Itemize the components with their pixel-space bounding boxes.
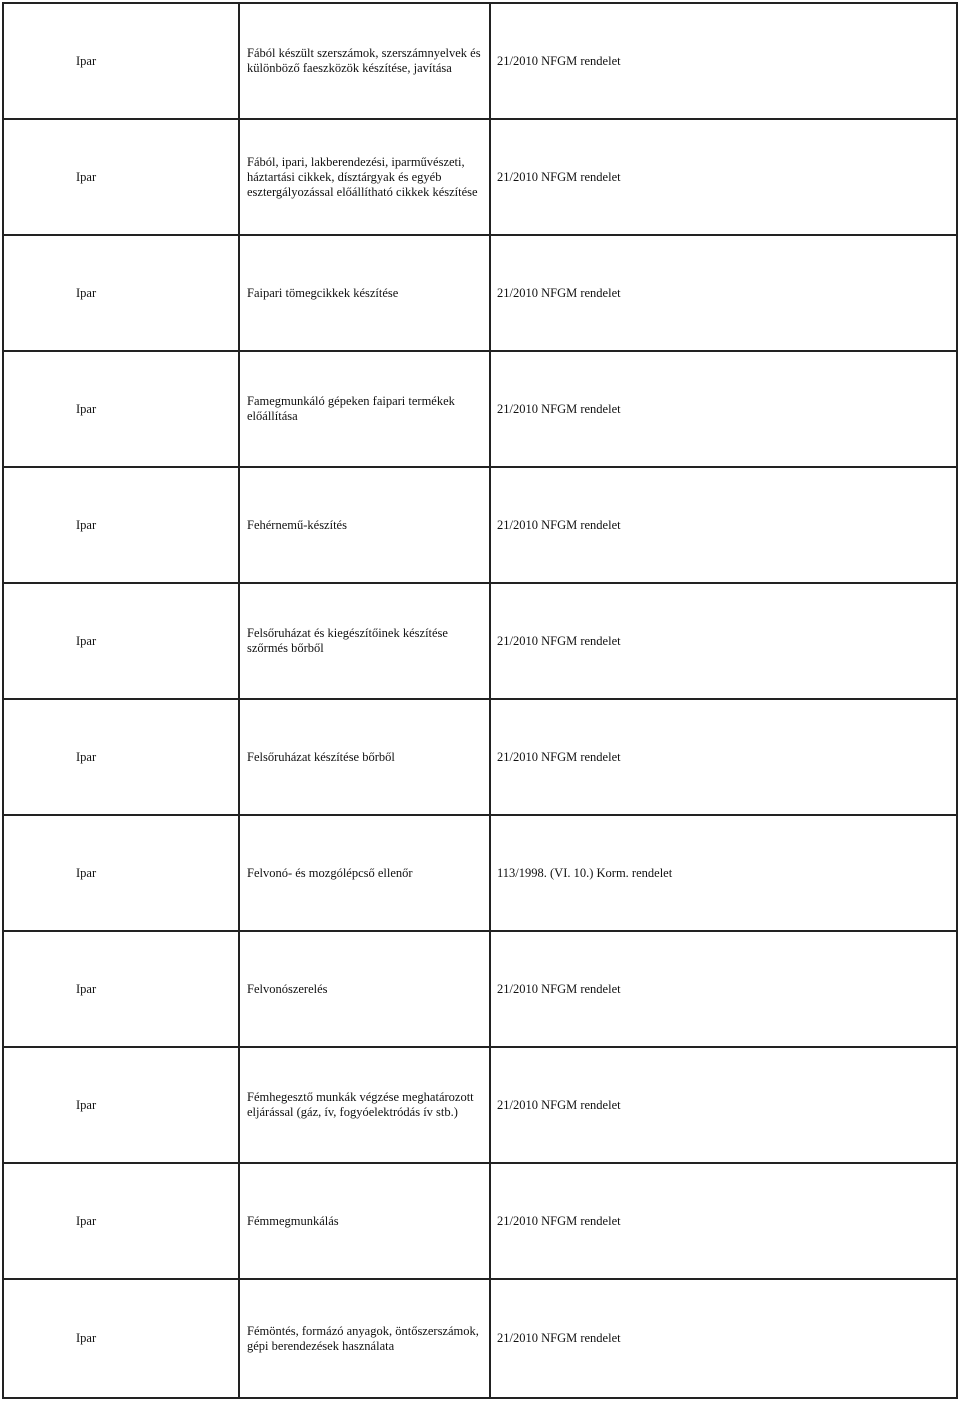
activity-cell: Fehérnemű-készítés xyxy=(239,467,490,583)
regulation-cell: 21/2010 NFGM rendelet xyxy=(490,351,957,467)
regulation-cell: 21/2010 NFGM rendelet xyxy=(490,699,957,815)
table-row xyxy=(3,235,957,351)
regulation-cell: 21/2010 NFGM rendelet xyxy=(490,931,957,1047)
table-row xyxy=(3,351,957,467)
table-row xyxy=(3,467,957,583)
regulation-cell: 21/2010 NFGM rendelet xyxy=(490,1163,957,1279)
table-row xyxy=(3,931,957,1047)
table-row xyxy=(3,699,957,815)
sector-cell: Ipar xyxy=(3,351,239,467)
regulation-cell: 21/2010 NFGM rendelet xyxy=(490,1047,957,1163)
sector-cell: Ipar xyxy=(3,1047,239,1163)
table-row xyxy=(3,3,957,119)
activity-cell: Felsőruházat és kiegészítőinek készítése szőrmés bőrből xyxy=(239,583,490,699)
regulation-cell: 21/2010 NFGM rendelet xyxy=(490,467,957,583)
table-row xyxy=(3,815,957,931)
sector-cell: Ipar xyxy=(3,119,239,235)
activity-cell: Felvonószerelés xyxy=(239,931,490,1047)
regulation-cell: 113/1998. (VI. 10.) Korm. rendelet xyxy=(490,815,957,931)
sector-cell: Ipar xyxy=(3,467,239,583)
sector-cell: Ipar xyxy=(3,3,239,119)
activity-cell: Fémöntés, formázó anyagok, öntőszerszámok, gépi berendezések használata xyxy=(239,1279,490,1398)
regulation-cell: 21/2010 NFGM rendelet xyxy=(490,119,957,235)
regulation-cell: 21/2010 NFGM rendelet xyxy=(490,1279,957,1398)
activity-cell: Felsőruházat készítése bőrből xyxy=(239,699,490,815)
regulation-cell: 21/2010 NFGM rendelet xyxy=(490,583,957,699)
sector-cell: Ipar xyxy=(3,699,239,815)
activity-cell: Fából készült szerszámok, szerszámnyelvek és különböző faeszközök készítése, javítása xyxy=(239,3,490,119)
regulation-cell: 21/2010 NFGM rendelet xyxy=(490,235,957,351)
table-row xyxy=(3,583,957,699)
sector-cell: Ipar xyxy=(3,1163,239,1279)
table-row xyxy=(3,1279,957,1398)
activity-cell: Fémhegesztő munkák végzése meghatározott eljárással (gáz, ív, fogyóelektródás ív stb.) xyxy=(239,1047,490,1163)
table-row xyxy=(3,119,957,235)
activity-cell: Famegmunkáló gépeken faipari termékek előállítása xyxy=(239,351,490,467)
sector-cell: Ipar xyxy=(3,235,239,351)
activity-cell: Felvonó- és mozgólépcső ellenőr xyxy=(239,815,490,931)
table-row xyxy=(3,1047,957,1163)
activity-cell: Fából, ipari, lakberendezési, iparművészeti, háztartási cikkek, dísztárgyak és egyéb esztergályozással előállítható cikkek készítése xyxy=(239,119,490,235)
table-row xyxy=(3,1163,957,1279)
activity-cell: Faipari tömegcikkek készítése xyxy=(239,235,490,351)
activity-cell: Fémmegmunkálás xyxy=(239,1163,490,1279)
regulation-cell: 21/2010 NFGM rendelet xyxy=(490,3,957,119)
sector-cell: Ipar xyxy=(3,931,239,1047)
sector-cell: Ipar xyxy=(3,1279,239,1398)
sector-cell: Ipar xyxy=(3,815,239,931)
sector-cell: Ipar xyxy=(3,583,239,699)
activity-table xyxy=(2,2,958,1399)
